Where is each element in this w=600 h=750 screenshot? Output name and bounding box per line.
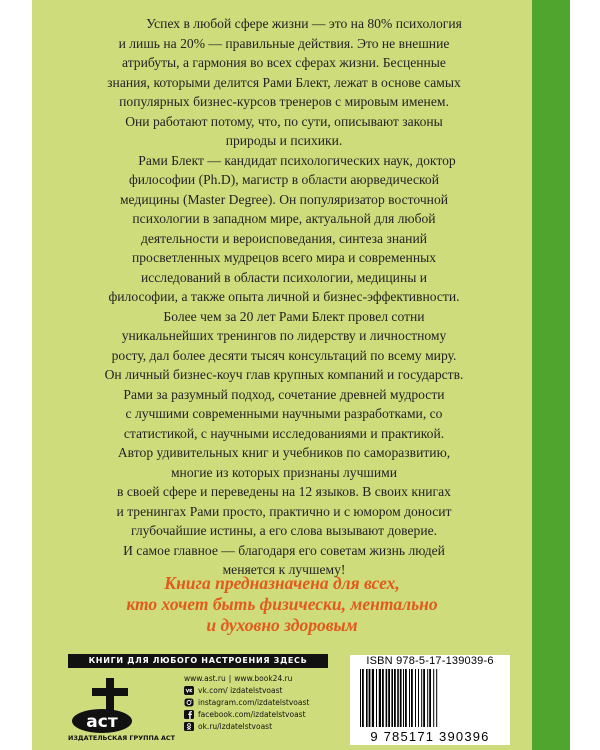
instagram-icon bbox=[184, 698, 194, 707]
slogan-band: КНИГИ ДЛЯ ЛЮБОГО НАСТРОЕНИЯ ЗДЕСЬ bbox=[68, 654, 328, 668]
tagline: Книга предназначена для всех, кто хочет быть физически, ментально и духовно здоровым bbox=[126, 573, 438, 635]
barcode-bar bbox=[423, 669, 425, 727]
barcode-bar bbox=[360, 669, 361, 727]
logo-text: аст bbox=[86, 712, 118, 732]
publisher-caption: ИЗДАТЕЛЬСКАЯ ГРУППА АСТ bbox=[68, 734, 175, 742]
barcode-bar bbox=[400, 669, 402, 727]
barcode-icon bbox=[356, 669, 504, 729]
barcode-bar bbox=[418, 669, 419, 727]
barcode-bar bbox=[397, 669, 399, 727]
site-link-book24[interactable]: www.book24.ru bbox=[234, 673, 293, 683]
publisher-links bbox=[184, 672, 309, 733]
barcode-bar bbox=[411, 669, 413, 727]
barcode-bar bbox=[436, 669, 437, 727]
isbn-barcode-box bbox=[350, 655, 510, 745]
website-row bbox=[184, 672, 309, 684]
barcode-bar bbox=[376, 669, 377, 727]
barcode-bar bbox=[386, 669, 388, 727]
barcode-bar bbox=[403, 669, 404, 727]
barcode-bar bbox=[388, 669, 390, 727]
barcode-bar bbox=[369, 669, 371, 727]
facebook-link: facebook.com/izdatelstvoast bbox=[198, 710, 306, 720]
instagram-link: instagram.com/izdatelstvoast bbox=[198, 697, 310, 707]
social-row-ok[interactable] bbox=[184, 721, 309, 733]
paragraph-1: Успех в любой сфере жизни — это на 80% психология и лишь на 20% — правильные действия. Это не внешние атрибуты, а гармония во всех сферах жизни. Бесценные знания, которыми делится Рами Блект, лежат в основе самых популярных бизнес-курсов тренеров с мировым именем. Они работают потому, что, по сути, описывают законы природы и психики. bbox=[107, 16, 462, 148]
social-row-vk[interactable] bbox=[184, 684, 309, 696]
paragraph-3: Более чем за 20 лет Рами Блект провел сотни уникальнейших тренингов по лидерству и личностному росту, дал более десяти тысяч консультаций по всему миру. Он личный бизнес-коуч глав крупных компаний и государств. Рами за разумный подход, сочетание древней мудрости с лучшими современными научными разработками, со статистикой, с научными исследованиями и практикой. Автор удивительных книг и учебников по саморазвитию, многие из которых признаны лучшими в своей сфере и переведены на 12 языков. В своих книгах и тренингах Рами просто, практично и с юмором доносит глубочайшие истины, а его слова вызывают доверие. И самое главное — благодаря его советам жизнь людей меняется к лучшему! bbox=[104, 308, 464, 577]
vk-icon bbox=[184, 686, 194, 695]
barcode-bar bbox=[366, 669, 368, 727]
publisher-footer bbox=[68, 654, 528, 750]
vk-link: vk.com/ izdatelstvoast bbox=[198, 685, 283, 695]
barcode-bar bbox=[429, 669, 431, 727]
facebook-icon bbox=[184, 710, 194, 719]
barcode-bar bbox=[421, 669, 422, 727]
barcode-bar bbox=[379, 669, 381, 727]
barcode-bar bbox=[415, 669, 416, 727]
book-spine bbox=[532, 0, 570, 750]
social-row-facebook[interactable] bbox=[184, 709, 309, 721]
barcode-bar bbox=[427, 669, 428, 727]
barcode-bar bbox=[362, 669, 364, 727]
separator: | bbox=[228, 673, 232, 683]
social-row-instagram[interactable] bbox=[184, 696, 309, 708]
barcode-bar bbox=[405, 669, 407, 727]
barcode-bar bbox=[372, 669, 374, 727]
barcode-bar bbox=[382, 669, 384, 727]
barcode-bar bbox=[391, 669, 393, 727]
paragraph-2: Рами Блект — кандидат психологических наук, доктор философии (Ph.D), магистр в области аюрведической медицины (Master Degree). Он популяризатор восточной психологии в западном мире, актуальной для любой деятельности и вероисповедания, синтеза знаний просветленных мудрецов всего мира и современных исследований в области психологии, медицины и философии, а также опыта личной и бизнес-эффективности. bbox=[108, 152, 460, 304]
barcode-bar bbox=[394, 669, 396, 727]
site-link-ast[interactable]: www.ast.ru bbox=[184, 673, 226, 683]
description-text bbox=[65, 14, 503, 580]
barcode-bar bbox=[409, 669, 410, 727]
isbn-label: ISBN 978-5-17-139039-6 bbox=[366, 655, 494, 667]
ok-link: ok.ru/izdatelstvoast bbox=[198, 722, 273, 732]
isbn-digits: 9 785171 390396 bbox=[370, 729, 490, 744]
barcode-bar bbox=[433, 669, 434, 727]
odnoklassniki-icon bbox=[184, 722, 194, 731]
